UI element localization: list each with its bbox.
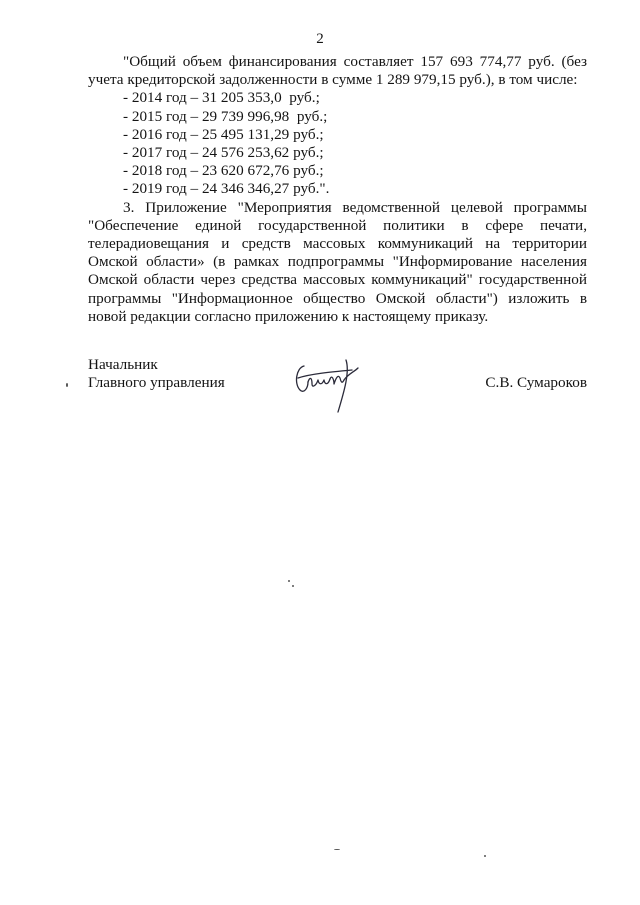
item3-line: телерадиовещания и средств массовых коммуникаций на территории <box>88 235 587 253</box>
scan-speck <box>484 855 486 857</box>
year-item: - 2019 год – 24 346 346,27 руб.". <box>123 180 330 198</box>
year-item: - 2018 год – 23 620 672,76 руб.; <box>123 162 324 180</box>
year-item: - 2017 год – 24 576 253,62 руб.; <box>123 144 324 162</box>
scan-speck <box>66 383 68 387</box>
year-item: - 2014 год – 31 205 353,0 руб.; <box>123 89 320 107</box>
item3-line: 3. Приложение "Мероприятия ведомственной целевой программы <box>123 198 587 216</box>
page-number: 2 <box>316 31 324 47</box>
item3-line: Омской области» (в рамках подпрограммы "Информирование населения <box>88 253 587 271</box>
position-line: Главного управления <box>88 374 225 392</box>
scan-speck <box>292 585 294 587</box>
year-item: - 2015 год – 29 739 996,98 руб.; <box>123 107 328 125</box>
financing-text-line: учета кредиторской задолженности в сумме 1 289 979,15 руб.), в том числе: <box>88 71 578 89</box>
item3-line: новой редакции согласно приложению к настоящему приказу. <box>88 307 489 325</box>
position-line: Начальник <box>88 356 158 373</box>
item3-line: Омской области через средства массовых коммуникаций" государственной <box>88 271 587 289</box>
document-body <box>88 53 587 326</box>
item3-line: программы "Информационное общество Омской области") изложить в <box>88 289 587 307</box>
scan-speck <box>288 580 290 582</box>
scan-speck <box>334 849 340 850</box>
financing-text-line: "Общий объем финансирования составляет 157 693 774,77 руб. (без <box>123 53 587 70</box>
signatory-position <box>88 356 225 392</box>
item3-line: "Обеспечение единой государственной политики в сфере печати, <box>88 216 587 234</box>
year-item: - 2016 год – 25 495 131,29 руб.; <box>123 125 324 143</box>
handwritten-signature <box>290 352 370 422</box>
signatory-name: С.В. Сумароков <box>485 374 587 392</box>
